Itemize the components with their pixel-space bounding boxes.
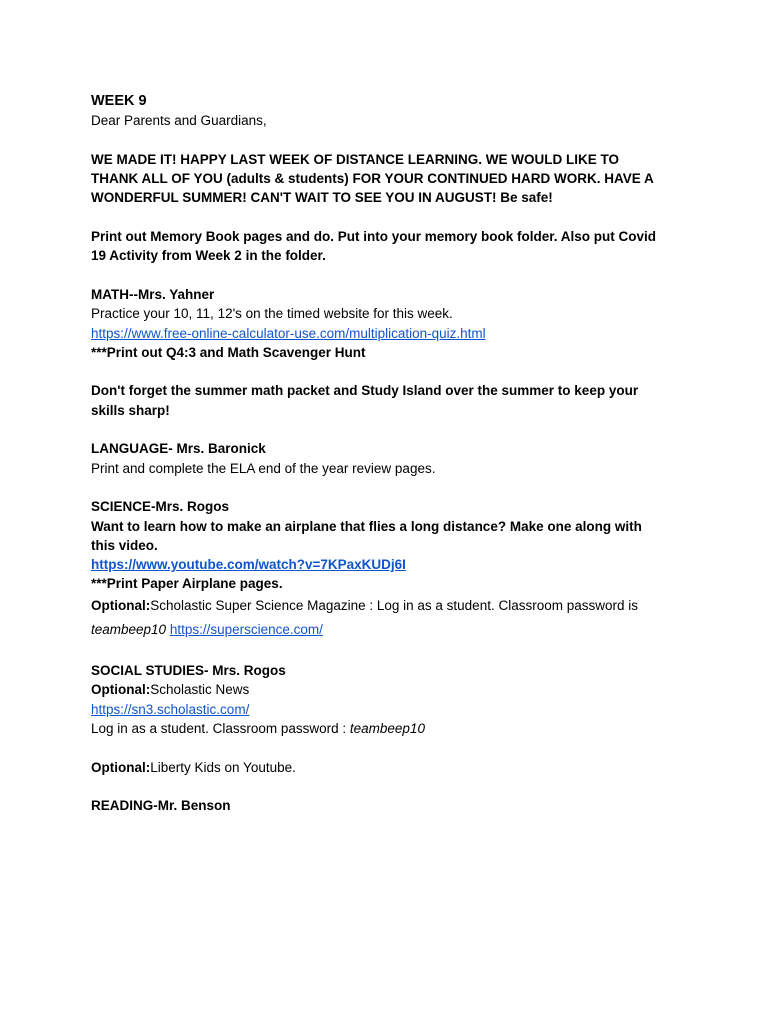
announcement-line-1: WE MADE IT! HAPPY LAST WEEK OF DISTANCE LEARNING. WE WOULD LIKE TO	[91, 151, 619, 167]
social-studies-optional2-line	[91, 758, 691, 777]
social-studies-password: teambeep10	[349, 720, 425, 736]
superscience-link[interactable]: https://superscience.com/	[169, 621, 323, 637]
spacer	[91, 642, 691, 661]
social-studies-optional-line	[91, 680, 691, 699]
spacer	[91, 777, 691, 796]
science-prompt-line-1: Want to learn how to make an airplane that flies a long distance? Make one along with	[91, 518, 642, 534]
reading-heading: READING-Mr. Benson	[91, 798, 231, 814]
spacer	[91, 362, 691, 381]
summer-reminder-line-2: skills sharp!	[91, 402, 170, 418]
math-quiz-link[interactable]: https://www.free-online-calculator-use.com/multiplication-quiz.html	[91, 325, 486, 341]
science-heading: SCIENCE-Mrs. Rogos	[91, 499, 230, 515]
social-studies-optional-text: Scholastic News	[150, 682, 250, 698]
spacer	[91, 131, 691, 150]
spacer	[91, 478, 691, 497]
spacer	[91, 266, 691, 285]
math-heading: MATH--Mrs. Yahner	[91, 286, 215, 302]
memory-book-line-2: 19 Activity from Week 2 in the folder.	[91, 248, 326, 264]
spacer	[91, 208, 691, 227]
social-studies-login-text: Log in as a student. Classroom password :	[91, 720, 350, 736]
memory-book-line-1: Print out Memory Book pages and do. Put into your memory book folder. Also put Covid	[91, 229, 657, 245]
document-page	[91, 92, 691, 815]
social-studies-login-line	[91, 719, 691, 738]
math-print-note: ***Print out Q4:3 and Math Scavenger Hunt	[91, 344, 366, 360]
announcement-line-3: WONDERFUL SUMMER! CAN'T WAIT TO SEE YOU IN AUGUST! Be safe!	[91, 190, 553, 206]
language-text: Print and complete the ELA end of the year review pages.	[91, 460, 436, 476]
announcement-line-2: THANK ALL OF YOU (adults & students) FOR YOUR CONTINUED HARD WORK. HAVE A	[91, 171, 654, 187]
science-print-note: ***Print Paper Airplane pages.	[91, 576, 283, 592]
language-heading: LANGUAGE- Mrs. Baronick	[91, 441, 266, 457]
math-text: Practice your 10, 11, 12's on the timed website for this week.	[91, 306, 453, 322]
scholastic-news-link[interactable]: https://sn3.scholastic.com/	[91, 701, 250, 717]
page-title: WEEK 9	[91, 93, 147, 109]
greeting: Dear Parents and Guardians,	[91, 113, 267, 129]
science-password-line	[91, 618, 691, 642]
science-video-link[interactable]: https://www.youtube.com/watch?v=7KPaxKUDj6I	[91, 557, 406, 573]
spacer	[91, 738, 691, 757]
science-prompt-line-2: this video.	[91, 537, 158, 553]
science-optional-label: Optional:	[91, 597, 151, 613]
social-studies-optional-label: Optional:	[91, 682, 151, 698]
science-optional-text: Scholastic Super Science Magazine : Log in as a student. Classroom password is	[150, 597, 638, 613]
summer-reminder-line-1: Don't forget the summer math packet and Study Island over the summer to keep your	[91, 383, 639, 399]
science-password: teambeep10	[91, 621, 167, 637]
spacer	[91, 420, 691, 439]
social-studies-heading: SOCIAL STUDIES- Mrs. Rogos	[91, 663, 286, 679]
social-studies-optional2-text: Liberty Kids on Youtube.	[150, 759, 296, 775]
science-optional-line	[91, 594, 691, 618]
social-studies-optional2-label: Optional:	[91, 759, 151, 775]
